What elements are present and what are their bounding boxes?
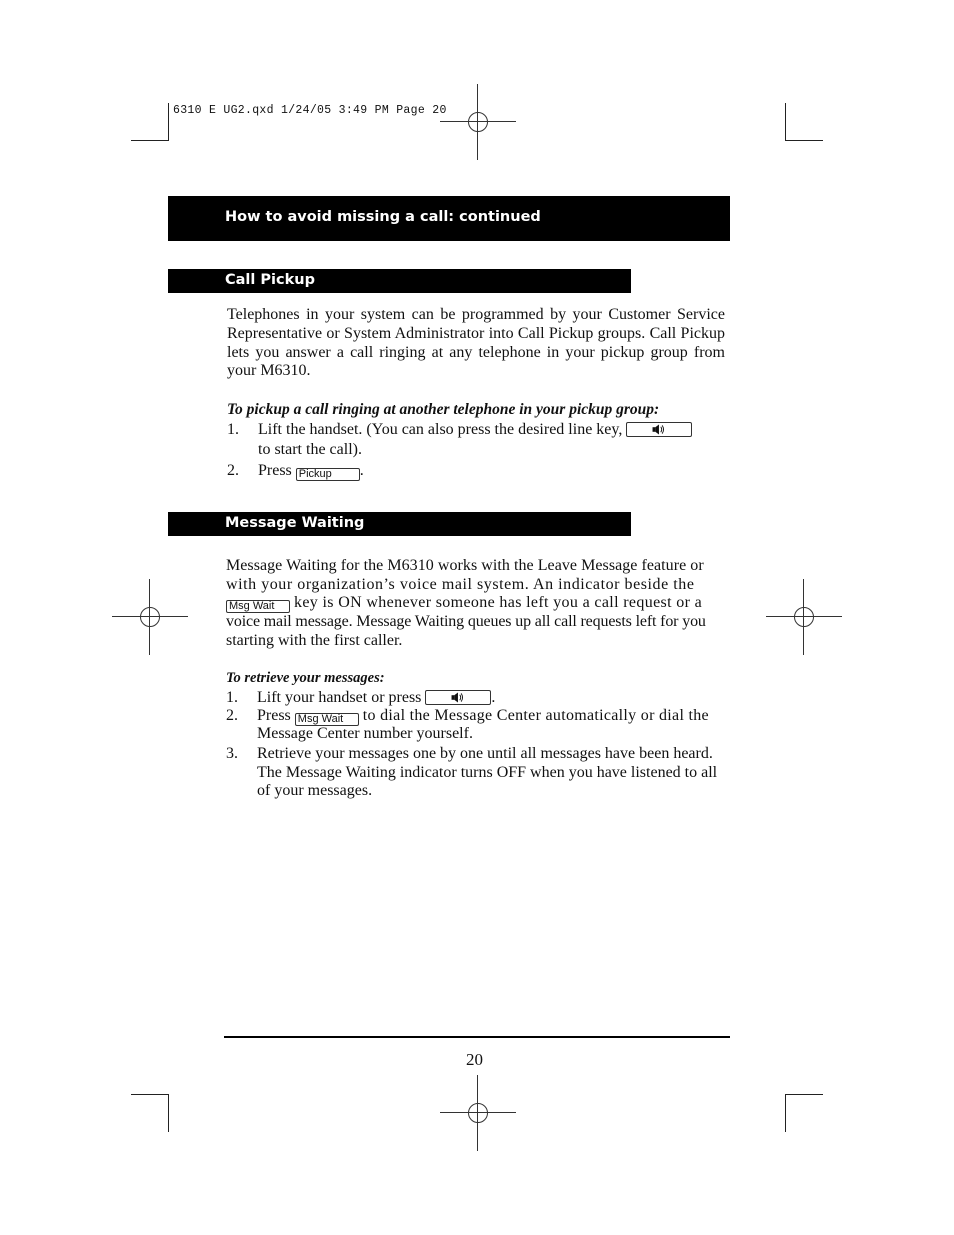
message-waiting-intro-line: Message Waiting for the M6310 works with the Leave Message feature or [226,557,704,574]
message-waiting-intro-line [226,594,702,613]
step-text-line: to start the call). [258,441,362,458]
msg-wait-key-label: Msg Wait [229,600,275,612]
print-slug: 6310 E UG2.qxd 1/24/05 3:49 PM Page 20 [173,104,447,117]
crop-mark [131,140,169,141]
speaker-icon [652,424,665,435]
registration-mark-icon [112,579,188,655]
step-text-pre: Press [257,707,291,724]
speaker-icon [451,692,464,703]
retrieve-instruction: To retrieve your messages: [226,670,385,686]
section-bar-call-pickup [168,269,631,293]
registration-mark-icon [440,84,516,160]
page-title: How to avoid missing a call: continued [225,209,541,225]
crop-mark [168,1094,169,1132]
step-text-line: Message Center number yourself. [257,725,473,742]
section-heading: Message Waiting [225,515,365,531]
step-text [258,462,364,481]
step-text [258,421,692,440]
step-text-post: . [491,689,496,706]
msg-wait-key-label: Msg Wait [297,713,344,725]
page-number: 20 [466,1050,483,1069]
crop-mark [168,103,169,141]
message-waiting-intro-line: with your organization’s voice mail system. An indicator beside the [226,576,695,593]
step-number: 3. [226,745,238,762]
step-text-pre: Press [258,462,292,479]
section-heading: Call Pickup [225,272,315,288]
crop-mark [131,1094,169,1095]
step-text [257,689,495,708]
step-text-pre: Lift your handset or press [257,689,422,706]
crop-mark [785,1094,823,1095]
step-number: 1. [226,689,238,706]
step-text-line: The Message Waiting indicator turns OFF when you have listened to all [257,764,718,781]
step-number: 2. [226,707,238,724]
page-header-bar [168,196,730,241]
crop-mark [785,103,786,141]
step-number: 1. [227,421,239,438]
footer-rule [224,1036,730,1038]
registration-mark-icon [440,1075,516,1151]
message-waiting-intro-line: starting with the first caller. [226,632,403,649]
step-text-line: of your messages. [257,782,373,799]
msg-wait-key[interactable] [226,600,290,613]
crop-mark [785,140,823,141]
call-pickup-instruction: To pickup a call ringing at another telephone in your pickup group: [227,401,660,418]
speaker-key[interactable] [425,690,491,705]
call-pickup-intro: Telephones in your system can be programmed by your Customer Service Representative or System Administrator into Call Pickup groups. Call Pickup lets you answer a call ringing at any telephone in your pickup group from your M6310. [227,306,725,380]
step-text-post: . [359,462,364,479]
step-text [257,707,709,726]
message-waiting-intro-text: key is ON whenever someone has left you a call request or a [294,594,703,611]
pickup-key[interactable] [296,468,360,481]
step-number: 2. [227,462,239,479]
step-text-post: to dial the Message Center automatically or dial the [362,707,709,724]
crop-mark [785,1094,786,1132]
section-bar-message-waiting [168,512,631,536]
speaker-key[interactable] [626,422,692,437]
registration-mark-icon [766,579,842,655]
step-text-line: Lift the handset. (You can also press the desired line key, [258,421,623,438]
step-text-line: Retrieve your messages one by one until all messages have been heard. [257,745,713,762]
message-waiting-intro-line: voice mail message. Message Waiting queues up all call requests left for you [226,613,706,630]
pickup-key-label: Pickup [298,468,332,480]
